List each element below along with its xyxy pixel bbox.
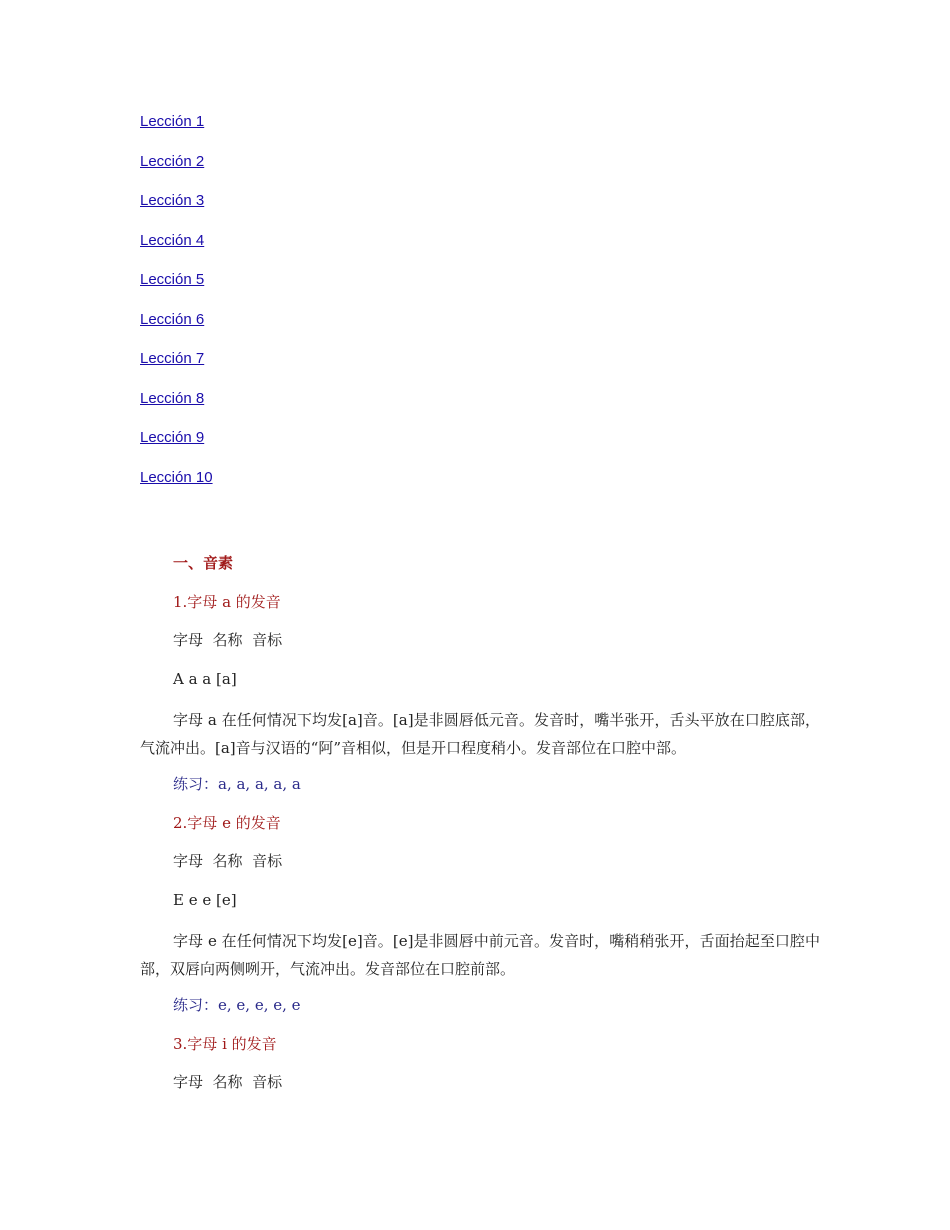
letter-i-subtitle: 3.字母 i 的发音 — [173, 1034, 277, 1053]
lesson-content — [140, 552, 820, 1110]
letter-e-description — [140, 927, 820, 983]
lesson-link-4[interactable]: Lección 4 — [140, 231, 205, 249]
letter-a-subtitle: 1.字母 a 的发音 — [173, 592, 281, 611]
lesson-link-9[interactable]: Lección 9 — [140, 429, 205, 446]
lesson-link-6[interactable]: Lección 6 — [140, 310, 205, 328]
letter-a-table-header: 字母 名称 音标 — [173, 631, 283, 649]
lesson-link-10[interactable]: Lección 10 — [140, 468, 213, 486]
letter-i-table-header: 字母 名称 音标 — [173, 1073, 283, 1091]
letter-e-table-row: E e e [e] — [173, 890, 237, 909]
letter-e-description-text: 字母 e 在任何情况下均发[e]音。[e]是非圆唇中前元音。发音时，嘴稍稍张开，舌面抬起至口腔中部，双唇向两侧咧开，气流冲出。发音部位在口腔前部。 — [140, 932, 820, 978]
letter-e-table-header: 字母 名称 音标 — [173, 852, 283, 870]
letter-a-practice: 练习：a, a, a, a, a — [173, 775, 301, 793]
letter-a-description-text: 字母 a 在任何情况下均发[a]音。[a]是非圆唇低元音。发音时，嘴半张开，舌头平放在口腔底部，气流冲出。[a]音与汉语的“阿”音相似，但是开口程度稍小。发音部位在口腔中部。 — [140, 711, 820, 757]
lesson-link-2[interactable]: Lección 2 — [140, 152, 205, 170]
section-title: 一、音素 — [173, 554, 234, 572]
lesson-link-8[interactable]: Lección 8 — [140, 389, 205, 407]
letter-e-practice: 练习：e, e, e, e, e — [173, 996, 301, 1014]
lesson-link-7[interactable]: Lección 7 — [140, 350, 205, 367]
lesson-links-list — [140, 112, 213, 507]
lesson-link-1[interactable]: Lección 1 — [140, 113, 205, 130]
lesson-link-5[interactable]: Lección 5 — [140, 271, 205, 288]
letter-a-table-row: A a a [a] — [173, 669, 237, 688]
letter-a-description — [140, 706, 820, 762]
letter-e-subtitle: 2.字母 e 的发音 — [173, 813, 281, 832]
lesson-link-3[interactable]: Lección 3 — [140, 192, 205, 209]
